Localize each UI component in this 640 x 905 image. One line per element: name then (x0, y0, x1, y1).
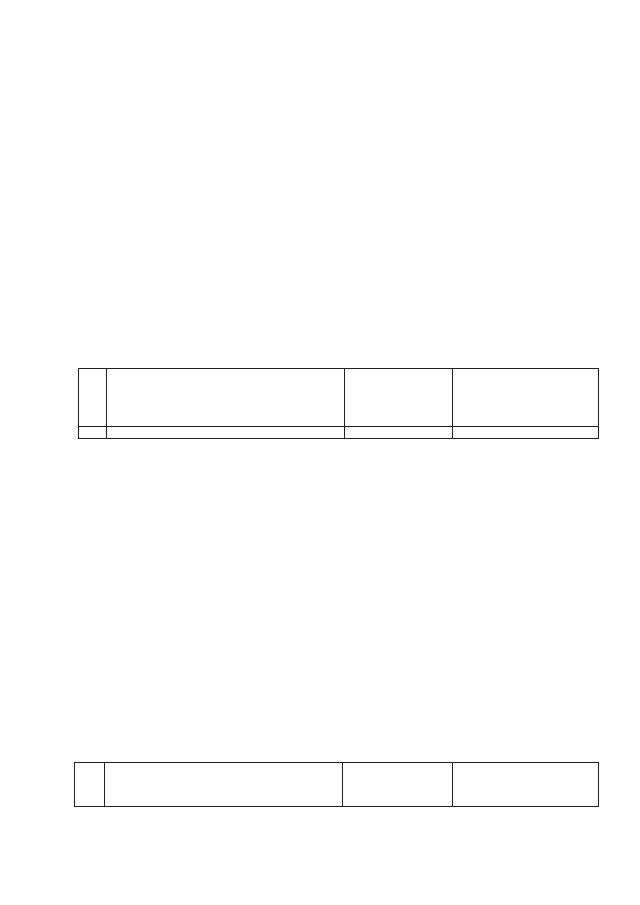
header-schedule (345, 369, 453, 427)
header-event-name (105, 763, 343, 807)
header-number (79, 369, 107, 427)
column-number-4 (453, 427, 599, 439)
header-schedule (343, 763, 453, 807)
section3-title (60, 331, 600, 347)
header-number (75, 763, 105, 807)
section3-events-table (78, 368, 599, 439)
section4-title (60, 724, 600, 740)
header-event-name (107, 369, 345, 427)
header-finance (453, 369, 599, 427)
header-finance (453, 763, 599, 807)
column-number-2 (107, 427, 345, 439)
column-number-3 (345, 427, 453, 439)
column-number-1 (79, 427, 107, 439)
section4-events-table (74, 762, 599, 807)
